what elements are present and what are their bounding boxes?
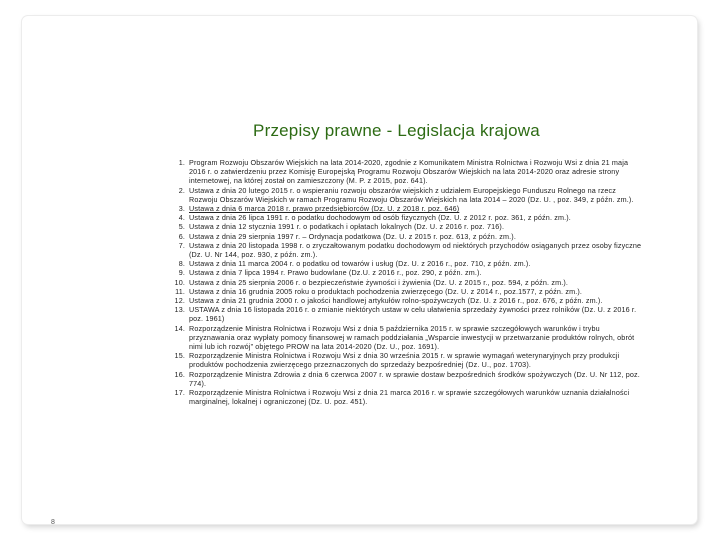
- list-item-number: 13.: [174, 305, 185, 315]
- list-item: [169, 232, 644, 241]
- list-item-number: 11.: [175, 286, 185, 296]
- list-item: [169, 259, 644, 268]
- list-item-number: 9.: [178, 268, 185, 278]
- list-item-text: Rozporządzenie Ministra Rolnictwa i Rozwoju Wsi z dnia 30 września 2015 r. w sprawie wymagań weterynaryjnych przy produkcji produktów pochodzenia zwierzęcego przeznaczonych do sprzedaży bezpośredniej (Dz. U., poz. 1703).: [189, 351, 620, 370]
- list-item-number: 15.: [174, 351, 185, 361]
- list-item: [169, 305, 644, 323]
- list-item-text: Rozporządzenie Ministra Rolnictwa i Rozwoju Wsi z dnia 21 marca 2016 r. w sprawie szczegółowych warunków uznania działalności marginalnej, lokalnej i ograniczonej (Dz. U. poz. 451).: [189, 388, 630, 407]
- slide-title: Przepisy prawne - Legislacja krajowa: [253, 121, 540, 140]
- list-item: [169, 268, 644, 277]
- list-item-text: Ustawa z dnia 29 sierpnia 1997 r. – Ordynacja podatkowa (Dz. U. z 2015 r. poz. 613, z późn. zm.).: [189, 231, 516, 241]
- list-item-text: Ustawa z dnia 7 lipca 1994 r. Prawo budowlane (Dz.U. z 2016 r., poz. 290, z późn. zm.).: [189, 268, 482, 278]
- list-item-text: Ustawa z dnia 26 lipca 1991 r. o podatku dochodowym od osób fizycznych (Dz. U. z 2012 r. poz. 361, z późn. zm.).: [189, 213, 571, 223]
- list-item-number: 8.: [178, 259, 185, 269]
- list-item-text: Rozporządzenie Ministra Zdrowia z dnia 6 czerwca 2007 r. w sprawie dostaw bezpośrednich środków spożywczych (Dz. U. Nr 112, poz. 774).: [189, 369, 640, 388]
- list-item: [169, 324, 644, 352]
- list-item-number: 7.: [178, 240, 185, 250]
- list-item-text: Ustawa z dnia 11 marca 2004 r. o podatku od towarów i usług (Dz. U. z 2016 r., poz. 710, z późn. zm.).: [189, 259, 531, 269]
- list-item-text: Ustawa z dnia 25 sierpnia 2006 r. o bezpieczeństwie żywności i żywienia (Dz. U. z 2015 r., poz. 594, z późn. zm.).: [189, 277, 569, 287]
- list-item-text: Program Rozwoju Obszarów Wiejskich na lata 2014-2020, zgodnie z Komunikatem Ministra Rolnictwa i Rozwoju Wsi z dnia 21 maja 2016 r. o zatwierdzeniu przez Komisję Europejską Programu Rozwoju Obszarów Wiejskich na lata 2014-2020 oraz adresie strony internetowej, na której został on zamieszczony (M. P. z 2015, poz. 641).: [189, 158, 629, 186]
- list-item: [169, 370, 644, 388]
- list-item-number: 17.: [174, 388, 185, 398]
- list-item-text: Ustawa z dnia 16 grudnia 2005 roku o produktach pochodzenia zwierzęcego (Dz. U. z 2014 r., poz.1577, z późn. zm.).: [189, 286, 583, 296]
- list-item-number: 3.: [178, 204, 185, 214]
- list-item: [169, 186, 644, 204]
- list-item: [169, 158, 644, 186]
- list-item-text: Ustawa z dnia 12 stycznia 1991 r. o podatkach i opłatach lokalnych (Dz. U. z 2016 r. poz. 716).: [189, 222, 505, 232]
- list-item-text: Ustawa z dnia 6 marca 2018 r. prawo przedsiębiorców (Dz. U. z 2018 r. poz. 646): [189, 204, 460, 214]
- list-item-number: 12.: [174, 296, 185, 306]
- list-item-number: 10.: [174, 277, 185, 287]
- list-item: [169, 213, 644, 222]
- list-item-text: Rozporządzenie Ministra Rolnictwa i Rozwoju Wsi z dnia 5 października 2015 r. w sprawie szczegółowych warunków i trybu przyznawania oraz wypłaty pomocy finansowej w ramach poddziałania „Wsparcie inwestycji w przetwarzanie produktów rolnych, obrót nimi lub ich rozwój” objętego PROW na lata 2014-2020 (Dz. U., poz. 1691).: [189, 323, 635, 352]
- slide-frame: [22, 16, 697, 524]
- list-item: [169, 296, 644, 305]
- list-item-text: USTAWA z dnia 16 listopada 2016 r. o zmianie niektórych ustaw w celu ułatwienia sprzedaży żywności przez rolników (Dz. U. z 2016 r. poz. 1961): [189, 305, 637, 324]
- list-item-text: Ustawa z dnia 21 grudnia 2000 r. o jakości handlowej artykułów rolno-spożywczych (Dz. U. z 2016 r., poz. 676, z późn. zm.).: [189, 296, 603, 306]
- list-item-text: Ustawa z dnia 20 listopada 1998 r. o zryczałtowanym podatku dochodowym od niektórych przychodów osiąganych przez osoby fizyczne (Dz. U. Nr 144, poz. 930, z późn. zm.).: [189, 240, 642, 260]
- list-item-number: 6.: [178, 231, 185, 241]
- list-item: [169, 287, 644, 296]
- list-item-text: Ustawa z dnia 20 lutego 2015 r. o wspieraniu rozwoju obszarów wiejskich z udziałem Europejskiego Funduszu Rolnego na rzecz Rozwoju Obszarów Wiejskich w ramach Programu Rozwoju Obszarów Wiejskich na lata 2014 – 2020 (Dz. U. , poz. 349, z późn. zm.).: [189, 185, 634, 204]
- list-item-number: 1.: [178, 158, 185, 167]
- list-item-number: 16.: [174, 369, 185, 379]
- list-item: [169, 241, 644, 259]
- list-item-number: 5.: [178, 222, 185, 232]
- list-item-number: 2.: [178, 185, 185, 195]
- page-number: 8: [51, 519, 55, 526]
- list-item-number: 4.: [178, 213, 185, 223]
- list-item: [169, 222, 644, 231]
- list-item: [169, 278, 644, 287]
- list-item: [169, 351, 644, 369]
- legislation-list: [169, 158, 644, 406]
- list-item: [169, 388, 644, 406]
- list-item-number: 14.: [174, 323, 185, 333]
- list-item: [169, 204, 644, 213]
